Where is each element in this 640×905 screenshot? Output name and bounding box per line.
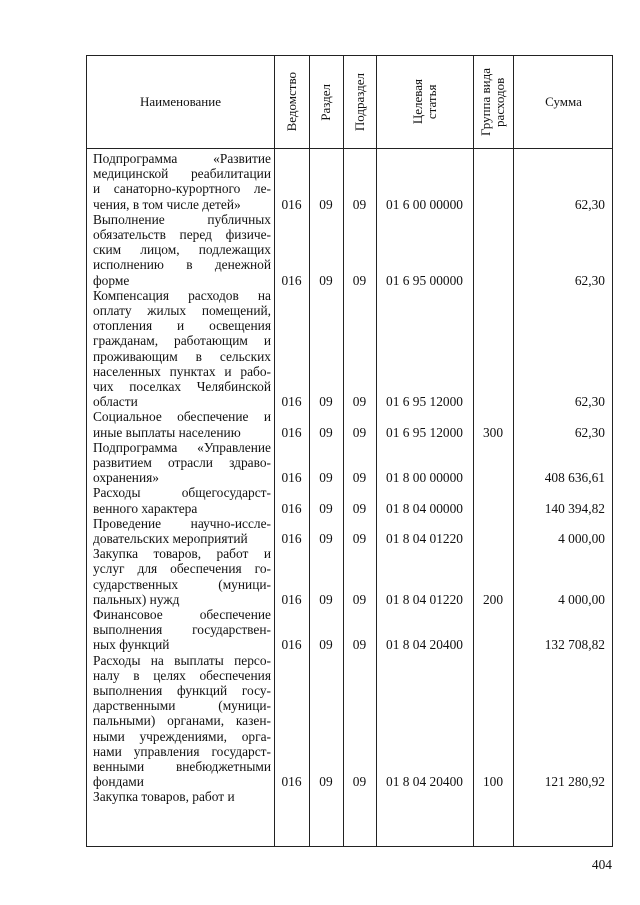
- header-gruppa: [473, 56, 513, 148]
- row-podrazdel: 09: [352, 591, 367, 607]
- row-name-line: венного характера: [93, 500, 198, 516]
- row-tselevaya-statya: 01 8 04 20400: [386, 637, 463, 653]
- header-divider: [87, 148, 612, 149]
- row-name-line: выполнения функций госу-: [93, 682, 271, 698]
- row-vedomstvo: 016: [281, 637, 302, 653]
- row-name-line: Выполнение публичных: [93, 211, 271, 227]
- row-vedomstvo: 016: [281, 394, 302, 410]
- row-name-line: венными внебюджетными: [93, 758, 271, 774]
- header-gruppa-line2: расходов: [492, 77, 507, 127]
- row-razdel: 09: [319, 272, 333, 288]
- header-tselevaya: [376, 56, 473, 148]
- row-podrazdel: 09: [352, 637, 367, 653]
- row-name-line: выполнения государствен-: [93, 622, 271, 638]
- row-name: [93, 546, 271, 607]
- row-name: [93, 212, 271, 288]
- row-vedomstvo: 016: [281, 272, 302, 288]
- row-podrazdel: 09: [352, 196, 367, 212]
- row-gruppa-rashodov: 300: [482, 424, 504, 440]
- row-vedomstvo: 016: [281, 531, 302, 546]
- row-name: [93, 516, 271, 546]
- row-summa: 62,30: [574, 196, 605, 212]
- row-name: [93, 607, 271, 653]
- row-podrazdel: 09: [352, 424, 367, 440]
- row-name-line: довательских мероприятий: [93, 530, 248, 546]
- row-gruppa-rashodov: 100: [482, 774, 504, 790]
- row-name-line: дарственными (муници-: [93, 698, 271, 714]
- row-razdel: 09: [319, 470, 333, 486]
- row-name: [93, 653, 271, 790]
- header-podrazdel-label: Подраздел: [351, 72, 367, 132]
- row-summa: 121 280,92: [544, 774, 605, 790]
- row-summa: 4 000,00: [558, 531, 605, 546]
- row-name-line: ными учреждениями, орга-: [93, 728, 271, 744]
- row-razdel: 09: [319, 196, 333, 212]
- row-razdel: 09: [319, 531, 333, 546]
- row-name-line: Закупка товаров, работ и: [93, 789, 235, 805]
- row-name-line: Расходы общегосударст-: [93, 485, 271, 501]
- row-name: [93, 151, 271, 212]
- row-name: [93, 485, 271, 515]
- row-razdel: 09: [319, 591, 333, 607]
- header-summa-label: Сумма: [545, 94, 582, 109]
- header-name-label: Наименование: [140, 94, 221, 109]
- row-name-line: иные выплаты населению: [93, 424, 241, 440]
- row-name-line: отопления и освещения: [93, 318, 271, 334]
- row-name-line: чения, в том числе детей»: [93, 196, 241, 212]
- row-tselevaya-statya: 01 6 95 12000: [386, 424, 463, 440]
- row-vedomstvo: 016: [281, 196, 302, 212]
- row-tselevaya-statya: 01 8 04 01220: [386, 531, 463, 546]
- header-vedomstvo: [274, 56, 309, 148]
- row-name: [93, 288, 271, 410]
- row-razdel: 09: [319, 394, 333, 410]
- row-summa: 132 708,82: [544, 637, 605, 653]
- page-number: 404: [591, 857, 612, 872]
- row-razdel: 09: [319, 500, 333, 516]
- row-name-line: охранения»: [93, 470, 159, 486]
- row-tselevaya-statya: 01 8 04 20400: [386, 774, 463, 790]
- row-podrazdel: 09: [352, 531, 367, 546]
- row-vedomstvo: 016: [281, 470, 302, 486]
- header-podrazdel: [343, 56, 376, 148]
- header-razdel: [309, 56, 343, 148]
- row-name-line: исполнению в денежной: [93, 257, 271, 273]
- row-razdel: 09: [319, 424, 333, 440]
- row-name-line: чих поселках Челябинской: [93, 378, 271, 394]
- row-name-line: пальными) органами, казен-: [93, 713, 271, 729]
- col-divider: [309, 56, 310, 846]
- row-gruppa-rashodov: 200: [482, 591, 504, 607]
- row-name-line: фондами: [93, 774, 144, 790]
- row-name-line: ных функций: [93, 637, 170, 653]
- row-name-line: Подпрограмма «Управление: [93, 439, 271, 455]
- col-divider: [343, 56, 344, 846]
- row-name-line: области: [93, 394, 138, 410]
- row-summa: 408 636,61: [544, 470, 605, 486]
- row-vedomstvo: 016: [281, 500, 302, 516]
- budget-table: [86, 55, 613, 847]
- row-name: [93, 440, 271, 486]
- row-name-line: медицинской реабилитации: [93, 166, 271, 182]
- row-name-line: оплату жилых помещений,: [93, 302, 271, 318]
- row-razdel: 09: [319, 637, 333, 653]
- col-divider: [473, 56, 474, 846]
- row-vedomstvo: 016: [281, 424, 302, 440]
- col-divider: [274, 56, 275, 846]
- row-podrazdel: 09: [352, 394, 367, 410]
- row-tselevaya-statya: 01 6 00 00000: [386, 196, 463, 212]
- header-summa: [513, 56, 614, 148]
- col-divider: [513, 56, 514, 846]
- row-name: [93, 409, 271, 439]
- row-name-line: Финансовое обеспечение: [93, 607, 271, 622]
- row-name-line: нами управления государст-: [93, 743, 271, 759]
- header-vedomstvo-label: Ведомство: [283, 72, 299, 132]
- header-name: [87, 56, 274, 148]
- row-summa: 62,30: [574, 272, 605, 288]
- row-tselevaya-statya: 01 8 04 00000: [386, 500, 463, 516]
- row-podrazdel: 09: [352, 774, 367, 790]
- row-name-line: Расходы на выплаты персо-: [93, 652, 271, 668]
- row-summa: 62,30: [574, 394, 605, 410]
- row-name-line: обязательств перед физиче-: [93, 226, 271, 242]
- header-tselevaya-line1: Целевая: [409, 79, 425, 125]
- row-name-line: населенных пунктах и рабо-: [93, 363, 271, 379]
- row-name-line: развитием отрасли здраво-: [93, 454, 271, 470]
- row-name-line: Социальное обеспечение и: [93, 409, 271, 425]
- row-name-line: форме: [93, 272, 130, 288]
- row-name-line: сударственных (муници-: [93, 576, 271, 592]
- row-podrazdel: 09: [352, 500, 367, 516]
- row-name-line: проживающим в сельских: [93, 348, 271, 364]
- row-name-line: и санаторно-курортного ле-: [93, 181, 271, 197]
- header-razdel-label: Раздел: [318, 83, 333, 121]
- row-name-line: Проведение научно-иссле-: [93, 515, 271, 531]
- col-divider: [376, 56, 377, 846]
- row-summa: 140 394,82: [544, 500, 605, 516]
- row-razdel: 09: [319, 774, 333, 790]
- row-podrazdel: 09: [352, 470, 367, 486]
- row-tselevaya-statya: 01 8 00 00000: [386, 470, 463, 486]
- row-name-line: услуг для обеспечения го-: [93, 561, 271, 577]
- header-tselevaya-line2: статья: [423, 84, 439, 120]
- row-name-line: налу в целях обеспечения: [93, 667, 271, 683]
- row-tselevaya-statya: 01 6 95 00000: [386, 272, 463, 288]
- header-gruppa-label: [479, 68, 507, 136]
- row-summa: 62,30: [574, 424, 605, 440]
- row-name-line: Закупка товаров, работ и: [93, 546, 271, 562]
- row-podrazdel: 09: [352, 272, 367, 288]
- row-name-line: Компенсация расходов на: [93, 287, 271, 303]
- row-vedomstvo: 016: [281, 591, 302, 607]
- row-summa: 4 000,00: [558, 591, 605, 607]
- row-name: [93, 789, 271, 804]
- row-tselevaya-statya: 01 6 95 12000: [386, 394, 463, 410]
- row-name-line: ским лицом, подлежащих: [93, 242, 271, 258]
- row-tselevaya-statya: 01 8 04 01220: [386, 591, 463, 607]
- row-name-line: гражданам, работающим и: [93, 333, 271, 349]
- header-tselevaya-label: [411, 79, 439, 124]
- row-vedomstvo: 016: [281, 774, 302, 790]
- row-name-line: пальных) нужд: [93, 591, 180, 607]
- header-gruppa-line1: Группа вида: [478, 68, 493, 136]
- row-name-line: Подпрограмма «Развитие: [93, 151, 271, 166]
